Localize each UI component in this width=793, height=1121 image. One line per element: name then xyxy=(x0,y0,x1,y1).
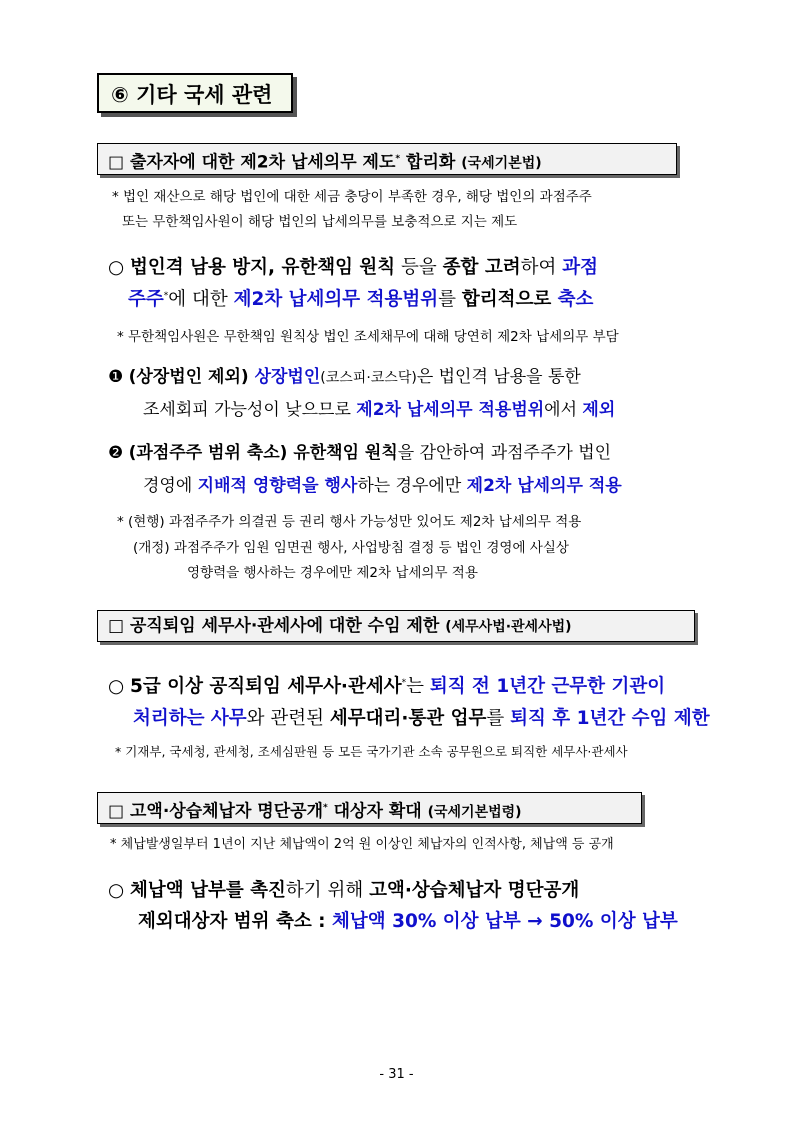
item2-heading xyxy=(97,610,695,642)
text: 을 감안하여 과점주주가 법인 xyxy=(397,443,612,463)
text: 조세회피 가능성이 낮으므로 xyxy=(143,400,357,420)
item1-heading-tail: 합리화 xyxy=(400,152,462,173)
sub2-line1 xyxy=(108,438,611,463)
sub2-line2 xyxy=(143,471,622,496)
text-highlight: 주주 xyxy=(128,289,164,310)
text: 에서 xyxy=(544,400,583,420)
bullet-mark: ○ xyxy=(108,257,131,278)
item2-law: (세무사법·관세사법) xyxy=(445,619,572,635)
text-highlight: 퇴직 전 1년간 근무한 기관이 xyxy=(429,676,666,697)
text-highlight: 체납액 30% 이상 납부 → 50% 이상 납부 xyxy=(332,911,678,932)
number-2-icon: ❷ xyxy=(108,443,129,463)
item1-note-1: * 법인 재산으로 해당 법인에 대한 세금 충당이 부족한 경우, 해당 법인의 과점주주 xyxy=(112,189,592,205)
bullet-mark: ○ xyxy=(108,880,131,901)
item1-heading-main: □ 출자자에 대한 제2차 납세의무 제도 xyxy=(108,152,396,173)
text-bold: (상장법인 제외) xyxy=(128,367,255,387)
item2-heading-main: □ 공직퇴임 세무사·관세사에 대한 수임 제한 xyxy=(108,616,446,636)
sub2-note-2: (개정) 과점주주가 임원 임면권 행사, 사업방침 결정 등 법인 경영에 사실상 xyxy=(133,540,569,556)
text-highlight: 제2차 납세의무 적용 xyxy=(466,476,622,496)
text: 에 대한 xyxy=(168,289,234,310)
item1-heading xyxy=(97,143,677,175)
item3-line1 xyxy=(108,876,579,902)
text-bold: 세무대리·통관 업무 xyxy=(329,708,487,729)
item1-note-2: 또는 무한책임사원이 해당 법인의 납세의무를 보충적으로 지는 제도 xyxy=(122,214,518,230)
text-bold: 5급 이상 공직퇴임 세무사·관세사 xyxy=(130,676,402,697)
item2-line1 xyxy=(108,672,665,698)
text-bold: 합리적으로 xyxy=(461,289,552,310)
sub1-line1 xyxy=(108,362,581,387)
text: 은 법인격 남용을 통한 xyxy=(416,367,581,387)
text-highlight: 상장법인 xyxy=(254,367,321,387)
item3-heading xyxy=(97,792,642,824)
text: 와 관련된 xyxy=(246,708,330,729)
sub2-note-3: 영향력을 행사하는 경우에만 제2차 납세의무 적용 xyxy=(187,565,478,581)
star: * xyxy=(163,290,169,301)
section-title: ⑥ 기타 국세 관련 xyxy=(97,73,293,113)
text-bold: (과점주주 범위 축소) xyxy=(128,443,294,463)
item3-heading-star: * xyxy=(323,803,328,813)
sub2-note-1: * (현행) 과점주주가 의결권 등 권리 행사 가능성만 있어도 제2차 납세의무 적용 xyxy=(117,514,582,530)
text-highlight: 제2차 납세의무 적용범위 xyxy=(356,400,545,420)
text-highlight: 제외 xyxy=(582,400,616,420)
item1-law: (국세기본법) xyxy=(461,155,542,172)
bullet-mark: ○ xyxy=(108,676,131,697)
text-small: (코스피·코스닥) xyxy=(320,370,417,386)
text: 를 xyxy=(438,289,462,310)
text-highlight: 과점 xyxy=(562,257,598,278)
text-highlight: 지배적 영향력을 행사 xyxy=(197,476,358,496)
text: 를 xyxy=(486,708,511,729)
text: 등을 xyxy=(395,257,443,278)
text-bold: 유한책임 원칙 xyxy=(293,443,398,463)
text-highlight: 제2차 납세의무 적용범위 xyxy=(233,289,439,310)
item2-note: * 기재부, 국세청, 관세청, 조세심판원 등 모든 국가기관 소속 공무원으로 퇴직한 세무사·관세사 xyxy=(115,744,628,759)
page-number: - 31 - xyxy=(379,1067,414,1082)
star: * xyxy=(401,677,407,688)
item3-note: * 체납발생일부터 1년이 지난 체납액이 2억 원 이상인 체납자의 인적사항, 체납액 등 공개 xyxy=(110,837,614,852)
text: 하기 위해 xyxy=(285,880,370,901)
item1-bullet-line2 xyxy=(128,285,593,311)
text-bold: 체납액 납부를 촉진 xyxy=(130,880,286,901)
text: 는 xyxy=(406,676,430,697)
item3-line2 xyxy=(138,907,678,933)
text: 하는 경우에만 xyxy=(357,476,467,496)
text: 하여 xyxy=(520,257,563,278)
item2-line2 xyxy=(133,704,710,730)
text-highlight: 퇴직 후 1년간 수임 제한 xyxy=(510,708,710,729)
text-bold: 제외대상자 범위 축소 : xyxy=(138,911,333,932)
text-bold: 법인격 남용 방지, 유한책임 원칙 xyxy=(130,257,396,278)
sub1-line2 xyxy=(143,395,615,420)
text-highlight: 처리하는 사무 xyxy=(133,708,247,729)
item1-heading-star: * xyxy=(395,154,401,164)
text-bold: 고액·상습체납자 명단공개 xyxy=(369,880,580,901)
text-highlight: 축소 xyxy=(551,289,594,310)
item1-bullet-note: * 무한책임사원은 무한책임 원칙상 법인 조세채무에 대해 당연히 제2차 납세의무 부담 xyxy=(117,329,619,345)
text-bold: 종합 고려 xyxy=(442,257,521,278)
item3-heading-main: □ 고액·상습체납자 명단공개 xyxy=(108,801,323,822)
text: 경영에 xyxy=(143,476,198,496)
item3-heading-tail: 대상자 확대 xyxy=(327,801,428,822)
number-1-icon: ❶ xyxy=(108,367,129,387)
item3-law: (국세기본법령) xyxy=(427,804,522,821)
item1-bullet-line1 xyxy=(108,253,598,279)
